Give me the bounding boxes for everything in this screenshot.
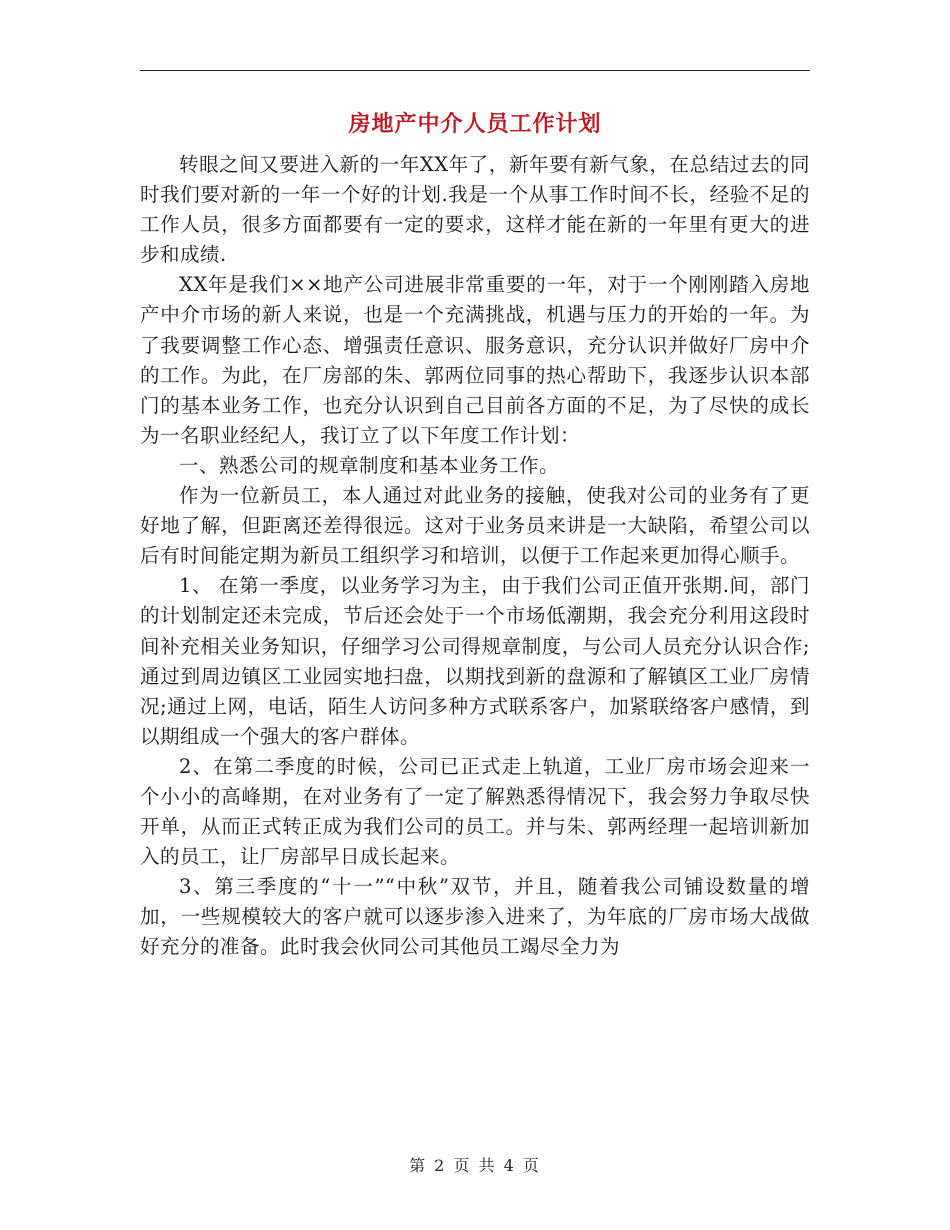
paragraph-intro: 转眼之间又要进入新的一年XX年了，新年要有新气象，在总结过去的同时我们要对新的一年一个好的计划.我是一个从事工作时间不长，经验不足的工作人员，很多方面都要有一定的要求，这样才能在新的一年里有更大的进步和成绩. (140, 153, 810, 267)
paragraph-q3: 3、第三季度的“十一”“中秋”双节，并且，随着我公司铺设数量的增加，一些规模较大的客户就可以逐步渗入进来了，为年底的厂房市场大战做好充分的准备。此时我会伙同公司其他员工竭尽全力为 (140, 875, 810, 959)
page-number: 第 2 页 共 4 页 (409, 1156, 541, 1175)
paragraph-q2: 2、在第二季度的时候，公司已正式走上轨道，工业厂房市场会迎来一个小小的高峰期，在对业务有了一定了解熟悉得情况下，我会努力争取尽快开单，从而正式转正成为我们公司的员工。并与朱、郭两经理一起培训新加入的员工，让厂房部早日成长起来。 (140, 754, 810, 869)
paragraph-q1: 1、 在第一季度，以业务学习为主，由于我们公司正值开张期.间，部门的计划制定还未完成，节后还会处于一个市场低潮期，我会充分利用这段时间补充相关业务知识，仔细学习公司得规章制度，与公司人员充分认识合作;通过到周边镇区工业园实地扫盘，以期找到新的盘源和了解镇区工业厂房情况;通过上网，电话，陌生人访问多种方式联系客户，加紧联络客户感情，到以期组成一个强大的客户群体。 (140, 574, 810, 748)
document-title: 房地产中介人员工作计划 (348, 112, 602, 137)
paragraph-year-overview: XX年是我们××地产公司进展非常重要的一年，对于一个刚刚踏入房地产中介市场的新人来说，也是一个充满挑战，机遇与压力的开始的一年。为了我要调整工作心态、增强责任意识、服务意识，充分认识并做好厂房中介的工作。为此，在厂房部的朱、郭两位同事的热心帮助下，我逐步认识本部门的基本业务工作，也充分认识到自己目前各方面的不足，为了尽快的成长为一名职业经纪人，我订立了以下年度工作计划： (140, 273, 810, 447)
paragraph-new-employee: 作为一位新员工，本人通过对此业务的接触，使我对公司的业务有了更好地了解，但距离还差得很远。这对于业务员来讲是一大缺陷，希望公司以后有时间能定期为新员工组织学习和培训，以便于工作起来更加得心顺手。 (140, 484, 810, 568)
document-body (140, 150, 810, 963)
section-heading-1: 一、熟悉公司的规章制度和基本业务工作。 (179, 453, 560, 477)
header-rule (140, 70, 810, 71)
